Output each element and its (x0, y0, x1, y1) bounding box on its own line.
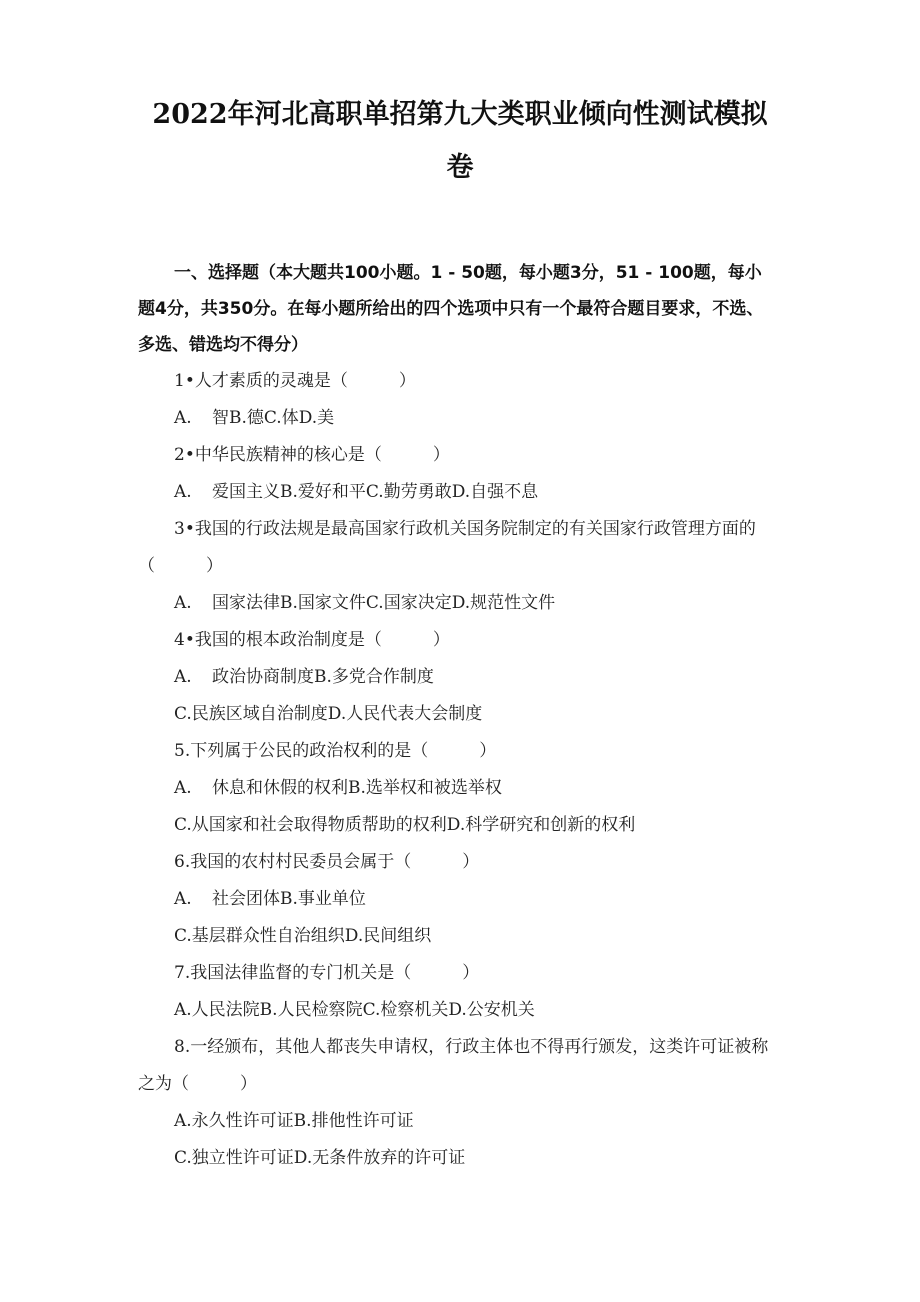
option-label: A. (174, 593, 192, 613)
question-options (138, 585, 778, 622)
question-stem: 6.我国的农村村民委员会属于（ ） (174, 852, 480, 872)
option-label: A. (174, 889, 192, 909)
question-stem: 7.我国法律监督的专门机关是（ ） (174, 963, 480, 983)
question-stem: 2•中华民族精神的核心是（ ） (174, 445, 450, 465)
question-item (138, 363, 778, 437)
option-text: 政治协商制度B.多党合作制度 (212, 667, 434, 687)
question-options (138, 770, 778, 807)
option-text: C.民族区域自治制度D.人民代表大会制度 (174, 704, 483, 724)
question-item (138, 437, 778, 511)
option-text: 国家法律B.国家文件C.国家决定D.规范性文件 (212, 593, 556, 613)
document-title-line-2: 卷 (446, 152, 474, 183)
option-label: A. (174, 778, 192, 798)
question-stem: 1•人才素质的灵魂是（ ） (174, 371, 416, 391)
question-options (138, 918, 778, 955)
option-text: A.永久性许可证B.排他性许可证 (174, 1111, 414, 1131)
question-item (138, 955, 778, 1029)
question-options (138, 696, 778, 733)
question-stem: 3•我国的行政法规是最高国家行政机关国务院制定的有关国家行政管理方面的（ ） (138, 519, 756, 576)
question-options (138, 807, 778, 844)
option-text: C.基层群众性自治组织D.民间组织 (174, 926, 432, 946)
question-item (138, 511, 778, 622)
question-options (138, 1140, 778, 1177)
question-options (138, 400, 778, 437)
question-item (138, 1029, 778, 1177)
option-text: C.独立性许可证D.无条件放弃的许可证 (174, 1148, 466, 1168)
option-text: 休息和休假的权利B.选举权和被选举权 (212, 778, 502, 798)
question-item (138, 844, 778, 955)
document-body (138, 255, 778, 1177)
document-title-line-1: 2022年河北高职单招第九大类职业倾向性测试模拟 (152, 99, 768, 130)
question-options (138, 1103, 778, 1140)
option-label: A. (174, 482, 192, 502)
question-stem: 8.一经颁布，其他人都丧失申请权，行政主体也不得再行颁发，这类许可证被称之为（ ） (138, 1037, 769, 1094)
option-text: 社会团体B.事业单位 (212, 889, 366, 909)
question-stem: 5.下列属于公民的政治权利的是（ ） (174, 741, 497, 761)
question-item (138, 622, 778, 733)
option-label: A. (174, 408, 192, 428)
question-stem: 4•我国的根本政治制度是（ ） (174, 630, 450, 650)
question-options (138, 659, 778, 696)
section-heading: 一、选择题（本大题共100小题。1 - 50题，每小题3分，51 - 100题，每小题4分，共350分。在每小题所给出的四个选项中只有一个最符合题目要求，不选、多选、错选均不得分） (138, 263, 764, 355)
option-text: C.从国家和社会取得物质帮助的权利D.科学研究和创新的权利 (174, 815, 636, 835)
option-text: 智B.德C.体D.美 (212, 408, 335, 428)
option-text: A.人民法院B.人民检察院C.检察机关D.公安机关 (174, 1000, 535, 1020)
question-options (138, 474, 778, 511)
option-label: A. (174, 667, 192, 687)
question-options (138, 881, 778, 918)
question-options (138, 992, 778, 1029)
question-item (138, 733, 778, 844)
option-text: 爱国主义B.爱好和平C.勤劳勇敢D.自强不息 (212, 482, 539, 502)
